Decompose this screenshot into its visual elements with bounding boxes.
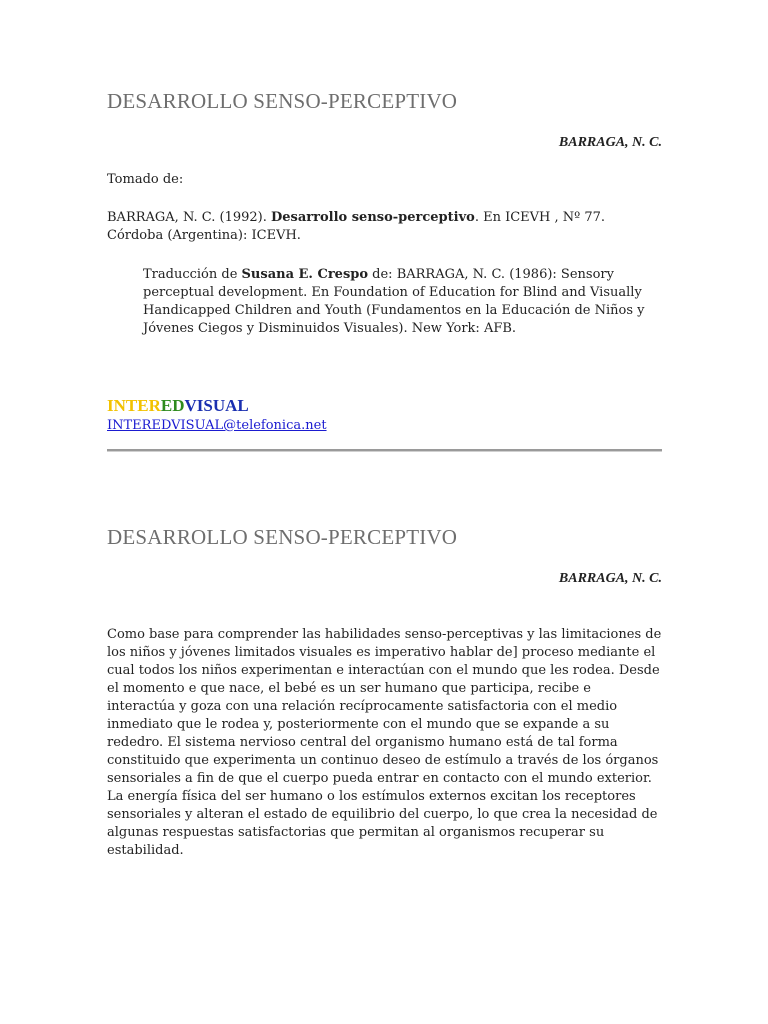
source-citation	[107, 209, 662, 245]
brand-logo	[107, 396, 249, 416]
author-name: BARRAGA, N. C.	[558, 135, 662, 150]
section-title: DESARROLLO SENSO-PERCEPTIVO	[107, 525, 458, 549]
citation-details: . En ICEVH , Nº 77. Córdoba (Argentina): ICEVH.	[107, 210, 606, 243]
section-author: BARRAGA, N. C.	[558, 571, 662, 586]
brand-part-visual: VISUAL	[184, 396, 249, 415]
source-label: Tomado de:	[107, 172, 184, 187]
translation-note	[143, 266, 662, 338]
translation-prefix: Traducción de	[143, 267, 242, 282]
brand-part-inter: INTER	[107, 396, 161, 415]
translator-name: Susana E. Crespo	[241, 267, 369, 282]
body-paragraph: Como base para comprender las habilidades senso-perceptivas y las limitaciones de los niños y jóvenes limitados visuales es imperativo hablar de] proceso mediante el cual todos los niños experimentan e interactúan con el mundo que les rodea. Desde el momento e que nace, el bebé es un ser humano que participa, recibe e interactúa y goza con una relación recíprocamente satisfactoria con el medio inmediato que le rodea y, posteriormente con el mundo que se expande a su rededro. El sistema nervioso central del organismo humano está de tal forma constituido que experimenta un continuo deseo de estímulo a través de los órganos sensoriales a fin de que el cuerpo pueda entrar en contacto con el mundo exterior. La energía física del ser humano o los estímulos externos excitan los receptores sensoriales y alteran el estado de equilibrio del cuerpo, lo que crea la necesidad de algunas respuestas satisfactorias que permitan al organismos recuperar su estabilidad.	[107, 627, 662, 858]
email-link[interactable]: INTEREDVISUAL@telefonica.net	[107, 418, 327, 433]
page-title: DESARROLLO SENSO-PERCEPTIVO	[107, 89, 458, 113]
translation-details: de: BARRAGA, N. C. (1986): Sensory perceptual development. En Foundation of Education for Blind and Visually Handicapped Children and Youth (Fundamentos en la Educación de Niños y Jóvenes Ciegos y Disminuidos Visuales). New York: AFB.	[143, 267, 645, 336]
horizontal-divider	[107, 449, 662, 452]
citation-text: BARRAGA, N. C. (1992).	[107, 210, 271, 225]
brand-part-ed: ED	[160, 396, 185, 415]
citation-title: Desarrollo senso-perceptivo	[271, 210, 475, 225]
